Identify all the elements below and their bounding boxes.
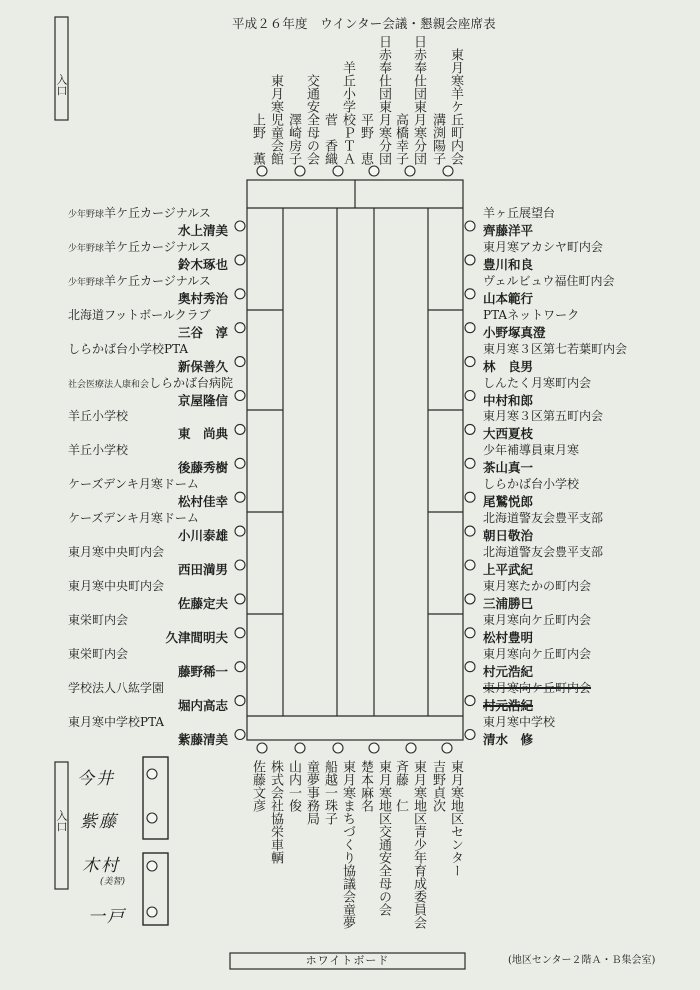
right-seat-org-text: 東月寒たかの町内会: [483, 578, 592, 593]
left-seat-org-prefix: 社会医療法人康和会: [68, 379, 150, 390]
entrance-bottom-label: 入口: [55, 810, 68, 832]
right-seat-org: [483, 308, 579, 322]
right-seat-org-text: しらかば台小学校: [483, 477, 580, 492]
right-seat-circle: [465, 526, 475, 536]
left-seat-name: 佐藤定夫: [177, 595, 228, 611]
left-seat-name: 紫藤清美: [177, 731, 228, 747]
top-seat-name: 上野 薫: [250, 113, 265, 165]
top-seat-org: 東月寒羊ケ丘町内会: [448, 48, 463, 165]
left-seat-org: [68, 715, 164, 729]
handwritten-name: 今井: [77, 769, 115, 789]
right-seat-org-text: 東月寒３区第七若葉町内会: [483, 341, 628, 356]
right-seat-name: 松村豊明: [483, 629, 534, 645]
right-seat-circle: [465, 357, 475, 367]
bottom-seat-circle: [295, 743, 305, 753]
left-seat-org-text: 東月寒中学校PTA: [68, 714, 165, 729]
left-seat-org: [68, 409, 128, 423]
top-seat-org: 日赤奉仕団東月寒分団: [376, 35, 391, 165]
bottom-seat-name: 斉藤 仁: [393, 760, 408, 812]
left-seat-circle: [235, 662, 245, 672]
right-seat-circle: [465, 730, 475, 740]
left-seat-circle: [235, 289, 245, 299]
left-seat-org: [68, 681, 164, 695]
left-seat-org-text: 羊ケ丘カージナルス: [104, 273, 211, 288]
left-seat-circle: [235, 391, 245, 401]
bottom-seat-org: 株式会社協栄車輌: [268, 760, 283, 864]
top-seat-circle: [369, 166, 379, 176]
right-seat-org-text: 北海道警友会豊平支部: [483, 545, 604, 559]
left-seat-org: [68, 511, 199, 525]
left-seat-circle: [235, 696, 245, 706]
left-seat-org-text: 東月寒中央町内会: [68, 578, 165, 593]
left-seat-name: 京屋隆信: [177, 392, 228, 408]
right-seat-org: [483, 342, 627, 356]
left-seat-org-prefix: 少年野球: [68, 277, 105, 288]
left-seat-name: 堀内高志: [177, 697, 228, 713]
left-seat-circle: [235, 560, 245, 570]
left-seat-name: 新保善久: [177, 358, 228, 374]
right-seat-org: [483, 443, 579, 457]
bottom-seat-circle: [406, 743, 416, 753]
bottom-seat-name: 佐藤文彦: [250, 760, 265, 812]
left-seat-org-prefix: 少年野球: [68, 243, 105, 254]
handwritten-note: (美智): [100, 877, 126, 887]
right-seat-name: 尾鷲悦郎: [483, 494, 534, 510]
left-seat-circle: [235, 221, 245, 231]
left-seat-name: 東 尚典: [177, 426, 228, 442]
left-seat-org-text: しらかば台病院: [149, 375, 234, 390]
handwritten-name: 紫藤: [80, 812, 118, 832]
left-seat-name: 松村佳幸: [177, 494, 228, 510]
reception-check-circle: [147, 907, 157, 917]
right-seat-name: 豊川和良: [483, 256, 534, 272]
right-seat-org: [483, 579, 591, 593]
right-seat-circle: [465, 391, 475, 401]
right-seat-org: [483, 240, 603, 254]
left-seat-name: 小川泰雄: [177, 528, 228, 544]
right-seat-name: 清水 修: [483, 731, 534, 747]
left-seat-org-text: しらかば台小学校PTA: [68, 341, 189, 356]
left-seat-org: [68, 240, 211, 256]
right-seat-name: 林 良男: [483, 358, 534, 374]
left-seat-circle: [235, 628, 245, 638]
left-seat-org-text: 東栄町内会: [68, 612, 129, 627]
right-seat-circle: [465, 662, 475, 672]
right-seat-circle: [465, 255, 475, 265]
top-seat-name: 菅 香織: [322, 113, 337, 165]
bottom-seat-circle: [369, 743, 379, 753]
right-seat-circle: [465, 594, 475, 604]
right-seat-circle: [465, 323, 475, 333]
right-seat-org-text: しんたく月寒町内会: [483, 375, 592, 390]
top-seat-circle: [257, 166, 267, 176]
top-seat-name: 平野 恵: [358, 113, 373, 165]
left-seat-org-text: ケーズデンキ月寒ドーム: [68, 511, 199, 526]
left-seat-circle: [235, 730, 245, 740]
left-seat-org: [68, 443, 128, 457]
left-seat-org: [68, 376, 233, 392]
bottom-seat-name: 船越一珠子: [322, 760, 337, 825]
left-seat-name: 水上清美: [177, 223, 228, 238]
left-seat-org: [68, 647, 128, 661]
top-seat-org: 交通安全母の会: [304, 74, 319, 165]
top-seat-name: 澤崎房子: [286, 113, 301, 165]
top-seat-org: 羊丘小学校ＰＴＡ: [340, 61, 355, 165]
left-seat-name: 藤野稀一: [177, 663, 228, 679]
right-seat-name: 上平武紀: [483, 562, 534, 577]
right-seat-name: 大西夏枝: [483, 426, 534, 442]
right-seat-org-text: 東月寒向ケ丘町内会: [483, 612, 592, 627]
bottom-seat-circle: [257, 743, 267, 753]
right-seat-circle: [465, 560, 475, 570]
right-seat-org-text: ヴェルビュウ福住町内会: [483, 273, 615, 288]
right-seat-org: [483, 409, 603, 423]
right-seat-org-text: 少年補導員東月寒: [483, 443, 580, 458]
top-seat-circle: [443, 166, 453, 176]
left-seat-name: 三谷 淳: [177, 324, 228, 340]
left-seat-circle: [235, 357, 245, 367]
left-seat-org-text: 羊丘小学校: [68, 443, 129, 458]
left-seat-org: [68, 342, 188, 356]
reception-check-circle: [147, 813, 157, 823]
left-seat-circle: [235, 594, 245, 604]
bottom-seat-name: 吉野貞次: [430, 760, 445, 812]
venue-label: (地区センター２階Ａ・Ｂ集会室): [508, 955, 656, 966]
entrance-top-label: 入口: [55, 74, 68, 96]
top-seat-name: 高橋幸子: [393, 113, 408, 165]
right-seat-org: [483, 681, 591, 695]
left-seat-org: [68, 274, 211, 290]
left-seat-org-prefix: 少年野球: [68, 210, 105, 220]
reception-box: [143, 757, 168, 839]
table-outline: [247, 180, 463, 740]
right-seat-circle: [465, 458, 475, 468]
bottom-seat-name: 楚本麻名: [358, 760, 373, 812]
top-seat-org: 東月寒児童会館: [268, 74, 283, 165]
right-seat-name: 村元浩紀: [483, 697, 534, 713]
whiteboard-label: ホワイトボード: [305, 954, 390, 967]
bottom-seat-org: 東月寒地区センター: [448, 760, 463, 877]
left-seat-circle: [235, 526, 245, 536]
bottom-seat-circle: [333, 743, 343, 753]
left-seat-org-text: 東月寒中央町内会: [68, 545, 165, 559]
handwritten-name: 一戸: [88, 907, 126, 927]
left-seat-org: [68, 206, 211, 222]
bottom-seat-org: 童夢事務局: [304, 760, 319, 825]
left-seat-org-text: 羊丘小学校: [68, 409, 129, 424]
right-seat-org: [483, 274, 615, 288]
right-seat-org: [483, 206, 555, 220]
top-seat-circle: [405, 166, 415, 176]
left-seat-circle: [235, 492, 245, 502]
right-seat-org-text: 東月寒向ケ丘町内会: [483, 646, 592, 661]
left-seat-circle: [235, 458, 245, 468]
right-seat-name: 朝日敬治: [483, 528, 534, 544]
right-seat-name: 三浦勝巳: [483, 595, 534, 611]
right-seat-org-text: 北海道警友会豊平支部: [483, 511, 604, 526]
right-seat-circle: [465, 628, 475, 638]
handwritten-name: 木村: [82, 856, 120, 876]
right-seat-org: [483, 715, 555, 729]
left-seat-name: 奥村秀治: [177, 290, 228, 306]
right-seat-name: 齊藤洋平: [483, 223, 534, 238]
top-seat-org: 日赤奉仕団東月寒分団: [411, 35, 426, 165]
left-seat-org: [68, 477, 199, 491]
left-seat-circle: [235, 255, 245, 265]
right-seat-org: [483, 511, 603, 525]
right-seat-org: [483, 477, 579, 491]
left-seat-org-text: 北海道フットボールクラブ: [68, 307, 211, 322]
page-title: 平成２６年度 ウインター会議・懇親会座席表: [232, 16, 496, 31]
reception-check-circle: [147, 861, 157, 871]
right-seat-name: 小野塚真澄: [483, 324, 546, 340]
right-seat-name: 中村和郎: [483, 392, 534, 408]
right-seat-name: 茶山真一: [483, 460, 534, 476]
bottom-seat-org: 東月寒地区青少年育成委員会: [411, 760, 426, 929]
left-seat-org-text: ケーズデンキ月寒ドーム: [68, 477, 199, 492]
right-seat-circle: [465, 424, 475, 434]
left-seat-circle: [235, 323, 245, 333]
right-seat-circle: [465, 492, 475, 502]
left-seat-org: [68, 308, 211, 322]
right-seat-org-text: PTAネットワーク: [483, 307, 580, 322]
right-seat-name: 山本範行: [483, 290, 534, 306]
left-seat-name: 西田満男: [177, 562, 228, 577]
right-seat-org: [483, 613, 591, 627]
reception-check-circle: [147, 769, 157, 779]
right-seat-circle: [465, 221, 475, 231]
bottom-seat-circle: [442, 743, 452, 753]
right-seat-org-text: 東月寒３区第五町内会: [483, 409, 604, 424]
left-seat-org: [68, 613, 128, 627]
top-seat-circle: [333, 166, 343, 176]
bottom-seat-name: 山内一俊: [286, 760, 301, 812]
left-seat-org-text: 羊ケ丘カージナルス: [104, 239, 211, 254]
left-seat-org-text: 羊ケ丘カージナルス: [104, 206, 211, 220]
left-seat-org: [68, 545, 164, 559]
left-seat-org: [68, 579, 164, 593]
right-seat-org-text: 東月寒向ケ丘町内会: [483, 680, 592, 695]
left-seat-name: 久津間明夫: [165, 629, 228, 645]
bottom-seat-org: 東月寒まちづくり協議会童夢: [340, 760, 355, 929]
right-seat-circle: [465, 696, 475, 706]
right-seat-org: [483, 545, 603, 559]
entrance-top-box: [55, 17, 68, 120]
top-seat-name: 溝渕陽子: [430, 113, 445, 165]
left-seat-org-text: 東栄町内会: [68, 646, 129, 661]
right-seat-name: 村元浩紀: [483, 663, 534, 679]
right-seat-org-text: 東月寒中学校: [483, 714, 556, 729]
top-seat-circle: [295, 166, 305, 176]
left-seat-name: 鈴木琢也: [177, 256, 228, 272]
right-seat-org: [483, 376, 591, 390]
left-seat-org-text: 学校法人八紘学園: [68, 680, 165, 695]
right-seat-org-text: 東月寒アカシヤ町内会: [483, 239, 603, 254]
left-seat-circle: [235, 424, 245, 434]
right-seat-org: [483, 647, 591, 661]
left-seat-name: 後藤秀樹: [177, 460, 228, 476]
right-seat-circle: [465, 289, 475, 299]
right-seat-org-text: 羊ヶ丘展望台: [483, 206, 556, 220]
bottom-seat-org: 東月寒地区交通安全母の会: [376, 760, 391, 916]
